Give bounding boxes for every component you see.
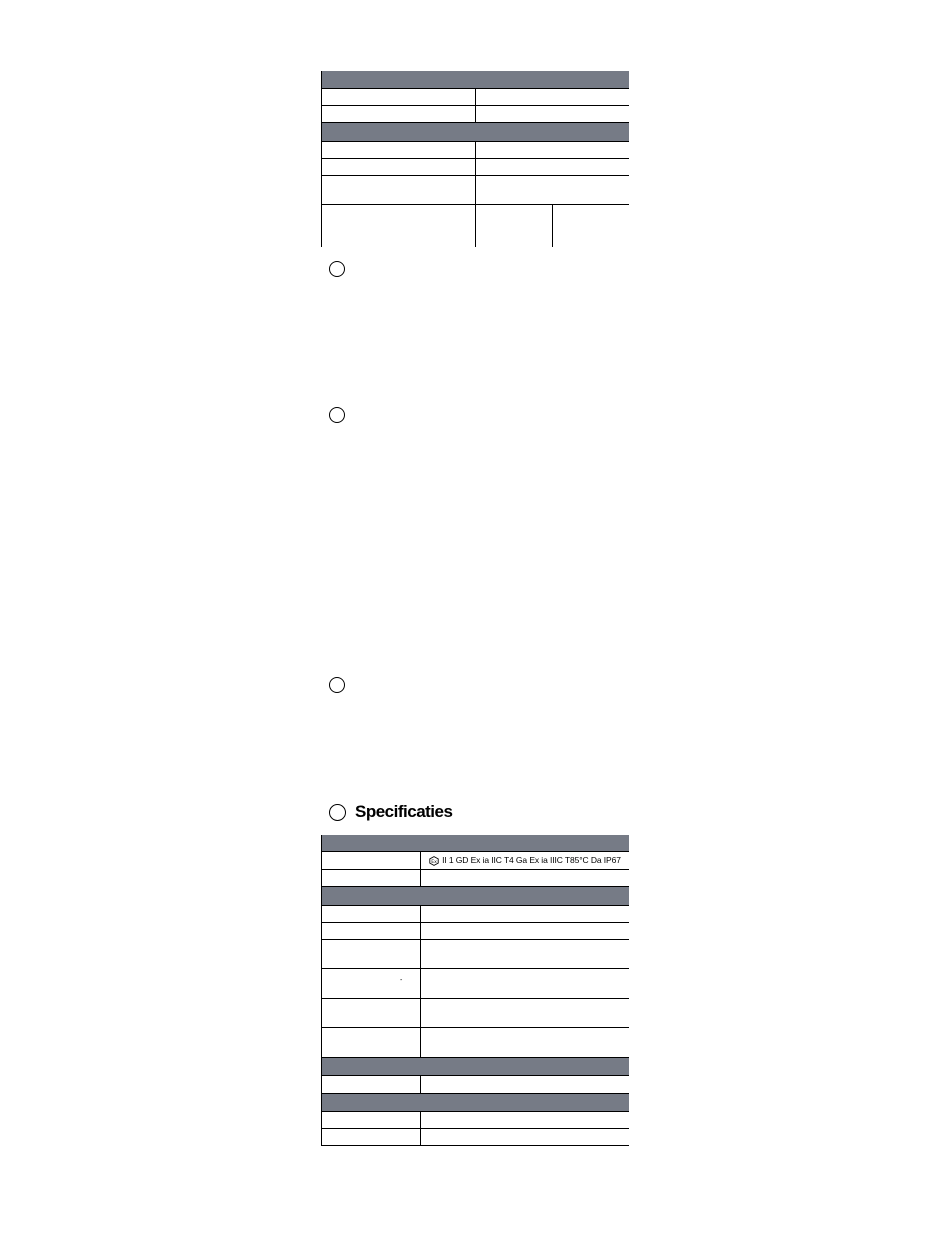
ex-hexagon-icon [429,856,439,866]
table-row [322,176,629,205]
table-cell-value [476,106,629,122]
table-cell-value [476,205,553,247]
table-row [322,159,629,176]
table-cell-label [322,906,421,922]
table-row [322,969,629,999]
table-cell-value [476,159,629,175]
table-cell-value [476,176,629,204]
step-number-circle [329,677,345,693]
step-number-circle [329,804,346,821]
table-cell-label [322,1076,421,1093]
table-cell-value [421,1076,629,1093]
certification-text: II 1 GD Ex ia IIC T4 Ga Ex ia IIIC T85°C Da IP67 [442,855,621,866]
table-header-band [322,1094,629,1112]
table-cell-label [322,923,421,939]
table-cell-label [322,176,476,204]
table-row [322,106,629,123]
top-spec-table [321,71,629,247]
table-cell-value [476,89,629,105]
table-header-band [322,71,629,89]
table-cell-label [322,1129,421,1145]
table-cell-label [322,870,421,886]
table-cell-label [322,205,476,247]
table-row [322,89,629,106]
table-header-band [322,123,629,142]
table-cell-label [322,999,421,1027]
step-number-circle [329,261,345,277]
table-cell-value [421,1129,629,1145]
table-row [322,205,629,247]
table-row [322,1129,629,1146]
table-cell-label [322,969,421,998]
table-cell-value [421,906,629,922]
table-cell-value [421,969,629,998]
table-cell-value [553,205,629,247]
table-cell-label [322,1112,421,1128]
table-cell-value [476,142,629,158]
minor-mark: - [400,977,403,984]
table-cell-label [322,940,421,968]
table-header-band [322,1058,629,1076]
table-cell-label [322,159,476,175]
table-cell-value [421,999,629,1027]
section-title: Specificaties [355,802,453,821]
table-cell-label [322,1028,421,1057]
table-row [322,1028,629,1058]
table-row [322,940,629,969]
spec-table [321,835,629,1146]
table-cell-value [421,1112,629,1128]
table-cell-label [322,142,476,158]
table-header-band [322,887,629,906]
table-row [322,1112,629,1129]
table-cell-value [421,870,629,886]
table-cell-value [421,1028,629,1057]
table-cell-label [322,106,476,122]
table-header-band [322,835,629,852]
table-row [322,142,629,159]
table-cell-value [421,923,629,939]
table-row [322,999,629,1028]
table-row [322,906,629,923]
table-cell-value [421,940,629,968]
table-cell-label [322,89,476,105]
step-number-circle [329,407,345,423]
table-row [322,852,629,870]
table-row [322,1076,629,1094]
certification-marking [421,852,629,869]
table-cell-label [322,852,421,869]
table-row [322,870,629,887]
table-row [322,923,629,940]
svg-text:Ex: Ex [431,859,437,865]
